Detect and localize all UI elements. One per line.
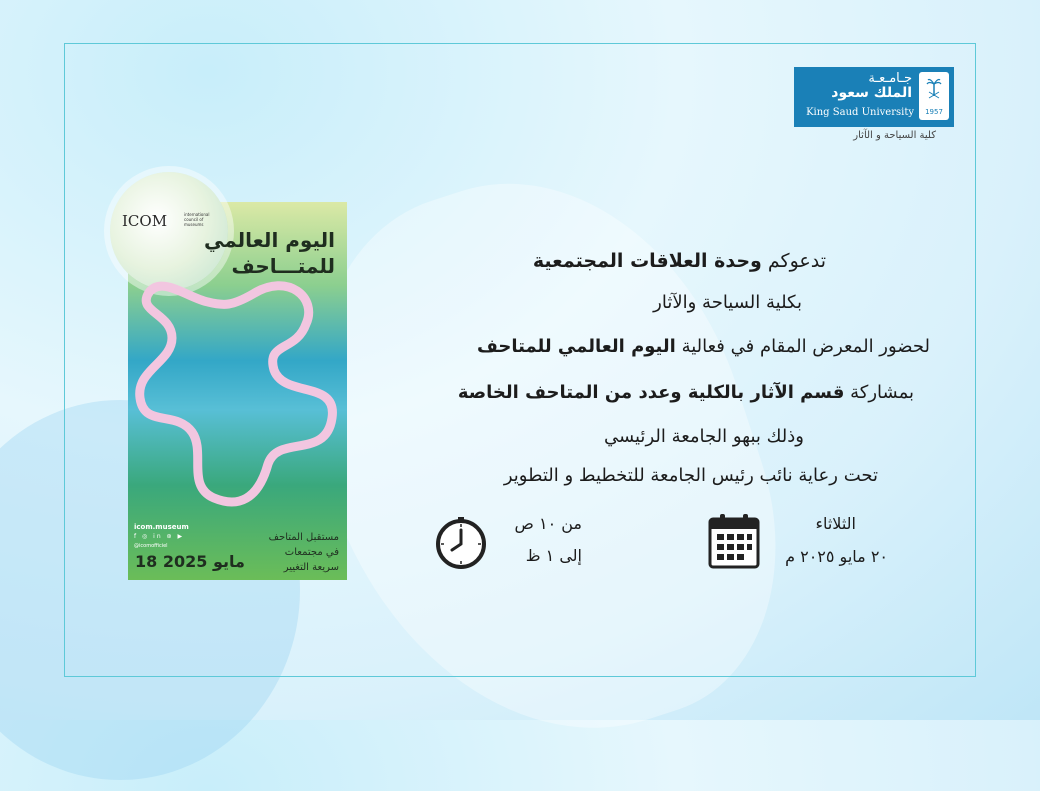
college-name: كلية السياحة و الآثار <box>853 130 936 141</box>
logo-year: 1957 <box>925 108 943 116</box>
time-from: من ١٠ ص <box>514 514 582 533</box>
poster-title-line2: للمتـــاحف <box>231 254 335 278</box>
time-to: إلى ١ ظ <box>525 546 582 565</box>
poster-website: icom.museum <box>134 523 189 531</box>
poster-tagline-1: مستقبل المتاحف <box>268 532 339 543</box>
university-logo <box>794 67 954 127</box>
poster-date: 18 مايو 2025 <box>135 552 245 571</box>
invitation-line-4-prefix: بمشاركة <box>844 382 914 403</box>
icom-logo: ICOM <box>122 212 168 230</box>
poster-tagline-2: في مجتمعات <box>284 547 339 558</box>
icom-subtitle: international council of museums <box>184 212 210 227</box>
invitation-line-2: بكلية السياحة والآثار <box>653 292 802 313</box>
event-day: الثلاثاء <box>815 514 856 533</box>
participants: قسم الآثار بالكلية وعدد من المتاحف الخاصة <box>457 382 845 403</box>
invitation-location: وذلك ببهو الجامعة الرئيسي <box>603 426 804 447</box>
event-name: اليوم العالمي للمتاحف <box>476 336 676 357</box>
logo-arabic-line1: جـامـعـة <box>868 71 912 86</box>
palm-emblem-icon <box>919 72 949 120</box>
invitation-line-3 <box>370 336 930 357</box>
invitation-line-1-prefix: تدعوكم <box>761 250 826 272</box>
poster-handle: @icomofficiel <box>134 543 168 549</box>
logo-arabic-line2: الملك سعود <box>831 85 912 101</box>
poster-title-line1: اليوم العالمي <box>203 228 335 252</box>
logo-english-name: King Saud University <box>806 107 914 118</box>
poster-tagline-3: سريعة التغيير <box>283 562 339 573</box>
event-date: ٢٠ مايو ٢٠٢٥ م <box>785 547 888 566</box>
invitation-host: وحدة العلاقات المجتمعية <box>532 250 762 272</box>
invitation-patronage: تحت رعاية نائب رئيس الجامعة للتخطيط و التطوير <box>503 465 878 486</box>
social-icons: f ◎ in ⊛ ▶ <box>134 533 185 540</box>
invitation-line-3-prefix: لحضور المعرض المقام في فعالية <box>675 336 930 357</box>
invitation-line-4 <box>354 382 914 403</box>
invitation-line-1 <box>266 250 826 272</box>
calendar-icon <box>708 513 760 569</box>
clock-icon <box>434 516 488 570</box>
